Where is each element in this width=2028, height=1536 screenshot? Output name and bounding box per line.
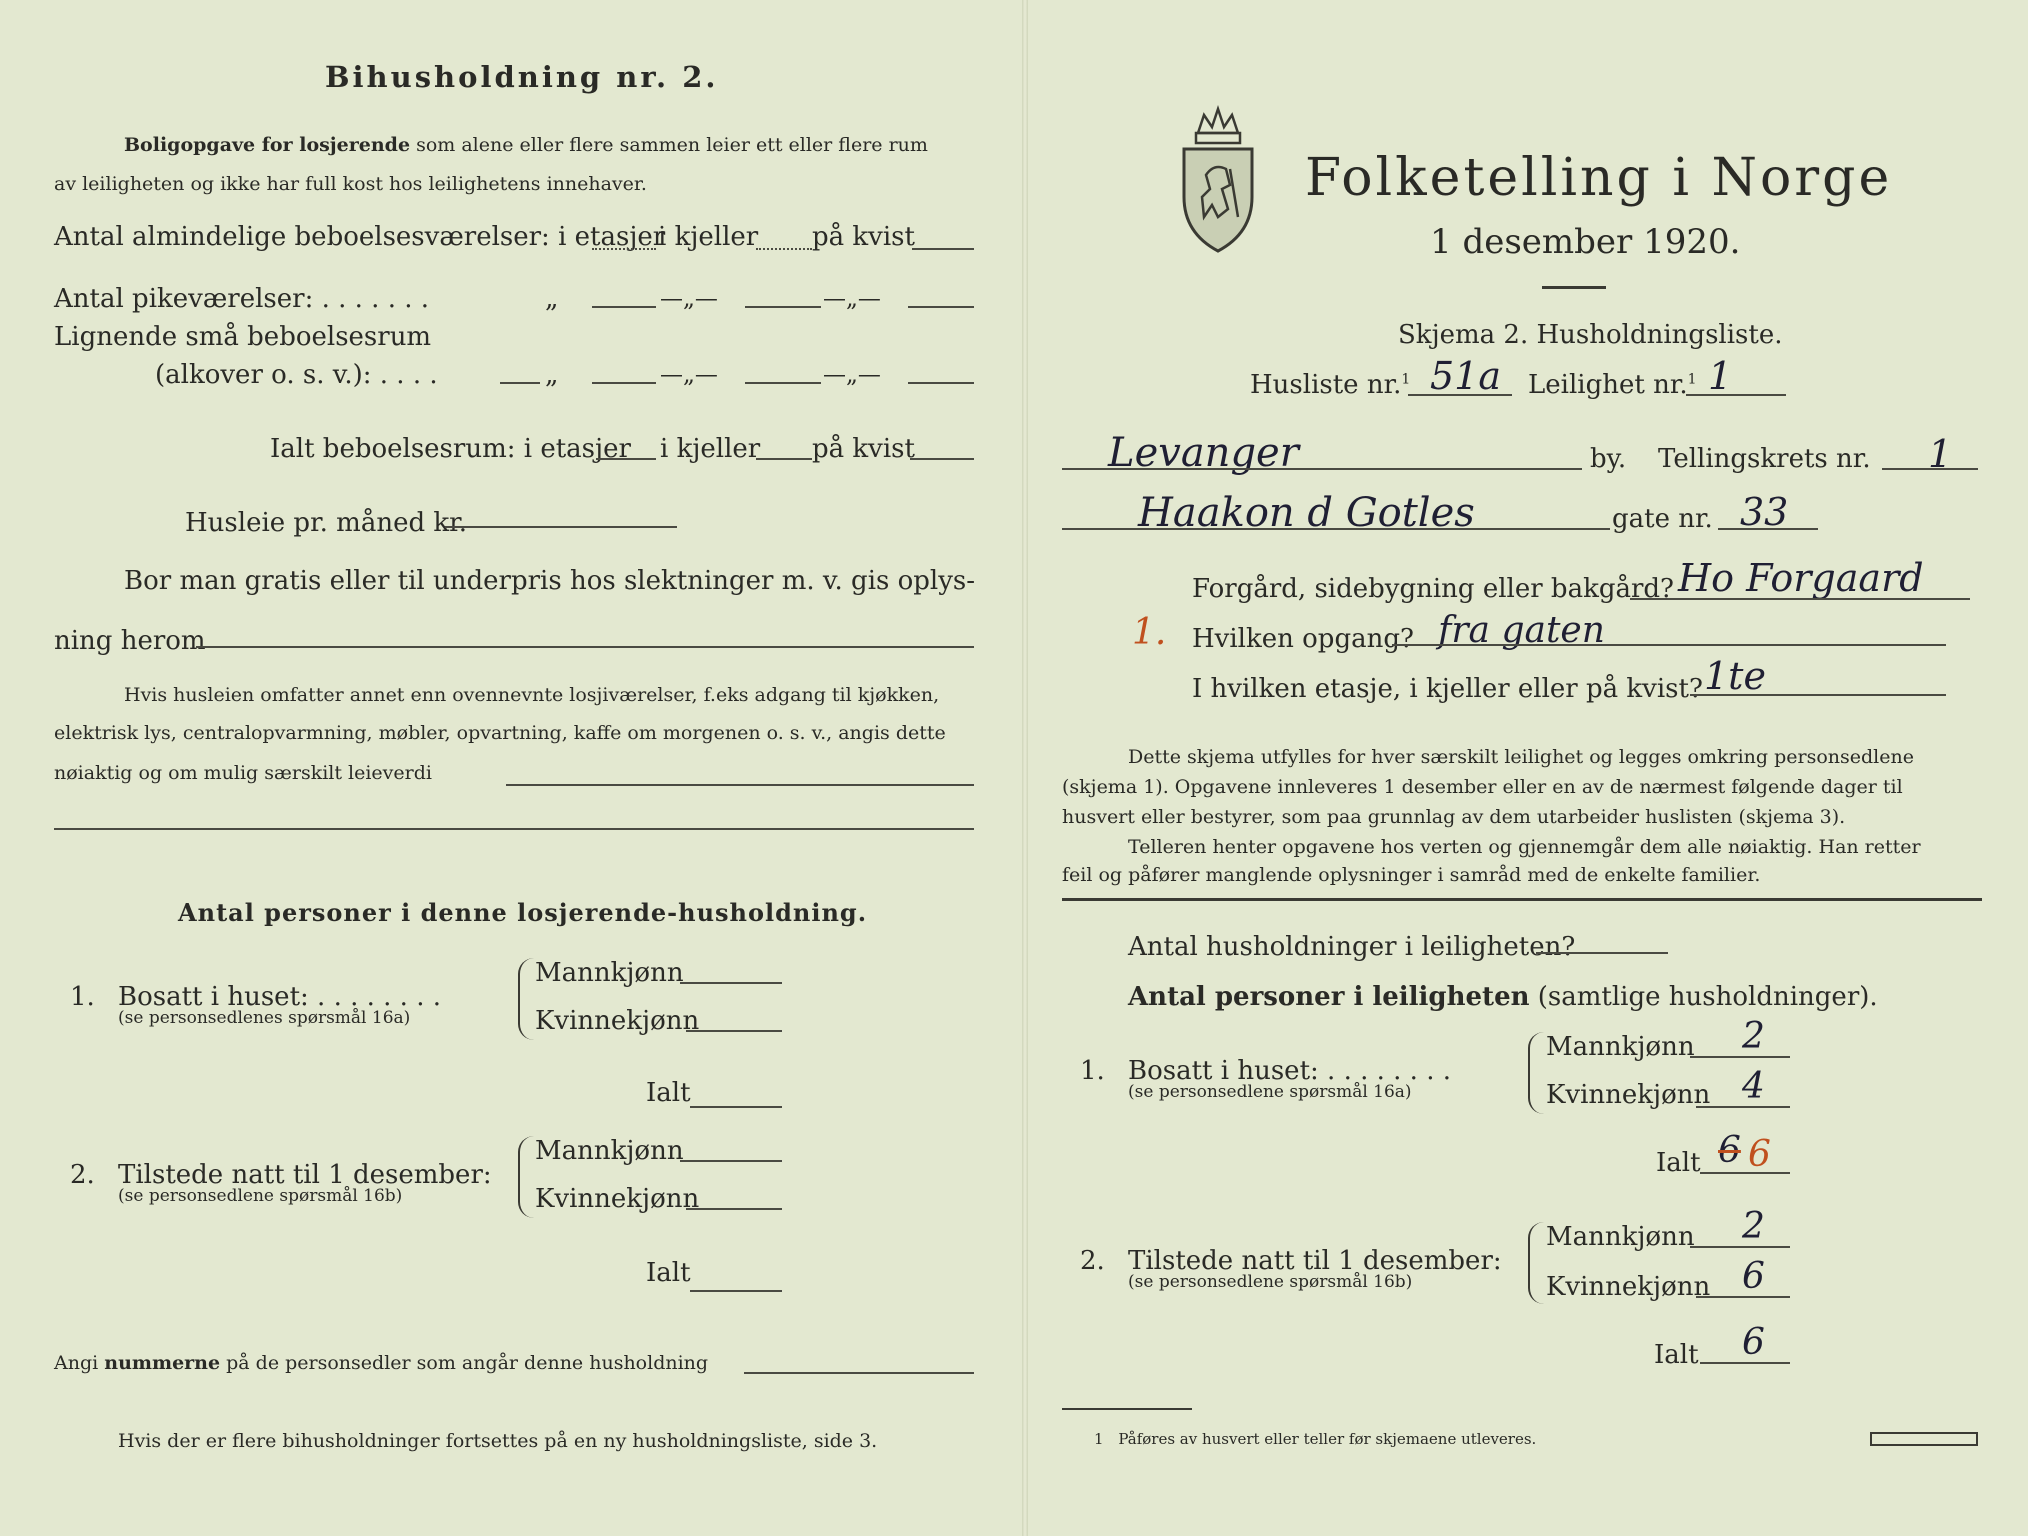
- q1-ialt-field[interactable]: [690, 1106, 782, 1108]
- kvist-label: på kvist: [812, 222, 915, 252]
- census-date: 1 desember 1920.: [1430, 222, 1741, 262]
- leieverdi-field-2[interactable]: [54, 828, 974, 830]
- alkover-kvist-field[interactable]: [908, 382, 974, 384]
- q1-number: 1.: [1080, 1056, 1105, 1086]
- footnote-text: Påføres av husvert eller teller før skjemaene utleveres.: [1118, 1430, 1537, 1448]
- kvinne-label: Kvinnekjønn: [1546, 1080, 1711, 1110]
- opgang-value: fra gaten: [1438, 610, 1605, 651]
- persons-heading: [1128, 982, 1878, 1012]
- leilighet-text: Leilighet nr.: [1528, 370, 1688, 400]
- q2-number: 2.: [1080, 1246, 1105, 1276]
- alkover-pre-field[interactable]: [500, 382, 540, 384]
- husleie-label: Husleie pr. måned kr.: [185, 508, 467, 538]
- by-label: by.: [1590, 444, 1627, 474]
- page-fold: [1022, 0, 1028, 1536]
- folketelling-title: Folketelling i Norge: [1305, 148, 1893, 208]
- husleie-field[interactable]: [445, 526, 677, 528]
- kvinne-label: Kvinnekjønn: [535, 1184, 700, 1214]
- ialt-beboelsesrum-label: Ialt beboelsesrum: i etasjer: [270, 434, 631, 464]
- q2-kvinne-value: 6: [1742, 1256, 1765, 1297]
- angi-bold: nummerne: [104, 1352, 221, 1374]
- persons-title: Antal personer i denne losjerende-husholdning.: [178, 898, 868, 927]
- gate-field[interactable]: [1718, 528, 1818, 530]
- q2-label: Tilstede natt til 1 desember:: [118, 1160, 492, 1190]
- footnote-ref: 1: [1687, 371, 1697, 388]
- alkover-label: (alkover o. s. v.): . . . .: [155, 360, 438, 390]
- leilighet-value: 1: [1708, 354, 1733, 398]
- intro-line-1: [124, 134, 928, 156]
- ialt-kvist-field[interactable]: [910, 458, 974, 460]
- alkover-etasjer-field[interactable]: [592, 382, 656, 384]
- pike-kjeller-field[interactable]: [745, 306, 821, 308]
- q1-label: Bosatt i huset: . . . . . . . .: [1128, 1056, 1452, 1086]
- leilighet-field[interactable]: [1686, 394, 1786, 396]
- etasje-label: I hvilken etasje, i kjeller eller på kvist?: [1192, 674, 1703, 704]
- note-line-1: Hvis husleien omfatter annet enn ovennevnte losjiværelser, f.eks adgang til kjøkken,: [124, 684, 940, 706]
- kjeller-label: i kjeller: [658, 222, 759, 252]
- street-value: Haakon d Gotles: [1138, 490, 1475, 536]
- kvinne-label: Kvinnekjønn: [1546, 1272, 1711, 1302]
- gate-value: 33: [1740, 490, 1789, 534]
- footnote-number: 1: [1094, 1430, 1104, 1448]
- persons-bold: Antal personer i leiligheten: [1128, 982, 1530, 1012]
- intro-rest: som alene eller flere sammen leier ett eller flere rum: [416, 134, 928, 156]
- q1-ialt-corrected-value: 6: [1748, 1134, 1771, 1175]
- husholdninger-field[interactable]: [1536, 952, 1668, 954]
- ditto-dash: —„—: [823, 286, 881, 312]
- q2-kvinne-field[interactable]: [686, 1208, 782, 1210]
- q1-mann-value: 2: [1742, 1016, 1765, 1057]
- norway-coat-of-arms-icon: [1178, 105, 1258, 255]
- footer-note: Hvis der er flere bihusholdninger fortsettes på en ny husholdningsliste, side 3.: [118, 1430, 878, 1452]
- husliste-text: Husliste nr.: [1250, 370, 1402, 400]
- instruction-line-5: feil og påfører manglende oplysninger i samråd med de enkelte familier.: [1062, 864, 1761, 886]
- q2-kvinne-field[interactable]: [1696, 1296, 1790, 1298]
- husliste-value: 51a: [1430, 354, 1502, 398]
- ialt-label: Ialt: [1656, 1148, 1701, 1178]
- q1-label: Bosatt i huset: . . . . . . . .: [118, 982, 442, 1012]
- q1-brace: [518, 958, 534, 1040]
- ditto-mark: „: [545, 360, 559, 390]
- mann-label: Mannkjønn: [1546, 1222, 1695, 1252]
- q1-kvinne-value: 4: [1742, 1066, 1765, 1107]
- q1-kvinne-field[interactable]: [1696, 1106, 1790, 1108]
- instruction-line-3: husvert eller bestyrer, som paa grunnlag av dem utarbeider huslisten (skjema 3).: [1062, 806, 1846, 828]
- ditto-dash: —„—: [660, 362, 718, 388]
- instruction-line-2: (skjema 1). Opgavene innleveres 1 desember eller en av de nærmest følgende dager til: [1062, 776, 1903, 798]
- q1-sub: (se personsedlenes spørsmål 16a): [118, 1008, 411, 1028]
- q1-mann-field[interactable]: [680, 982, 782, 984]
- q2-ialt-value: 6: [1742, 1322, 1765, 1363]
- ialt-label: Ialt: [1654, 1340, 1699, 1370]
- footnote-rule: [1062, 1408, 1192, 1410]
- city-value: Levanger: [1108, 430, 1299, 476]
- ditto-dash: —„—: [823, 362, 881, 388]
- q1-kvinne-field[interactable]: [686, 1030, 782, 1032]
- forgard-value: Ho Forgaard: [1678, 556, 1924, 600]
- q2-mann-field[interactable]: [1690, 1246, 1790, 1248]
- note-line-3: nøiaktig og om mulig særskilt leieverdi: [54, 762, 432, 784]
- q2-label: Tilstede natt til 1 desember:: [1128, 1246, 1502, 1276]
- opgang-mark: 1.: [1132, 612, 1167, 653]
- almindelige-label: Antal almindelige beboelsesværelser: i etasjer: [54, 222, 666, 252]
- gratis-line-1: Bor man gratis eller til underpris hos slektninger m. v. gis oplys-: [124, 566, 976, 596]
- forgard-field[interactable]: [1630, 598, 1970, 600]
- pike-kvist-field[interactable]: [908, 306, 974, 308]
- intro-bold: Boligopgave for losjerende: [124, 134, 411, 156]
- lignende-label: Lignende små beboelsesrum: [54, 322, 432, 352]
- q2-sub: (se personsedlene spørsmål 16b): [1128, 1272, 1413, 1292]
- gratis-line-2: ning herom: [54, 626, 206, 656]
- q1-ialt-struck-value: 6: [1718, 1130, 1741, 1171]
- q1-brace: [1528, 1032, 1544, 1114]
- husliste-label: [1250, 370, 1410, 400]
- mann-label: Mannkjønn: [535, 958, 684, 988]
- footnote: [1094, 1430, 1536, 1448]
- q2-mann-field[interactable]: [680, 1160, 782, 1162]
- angi-line: [54, 1352, 708, 1374]
- mann-label: Mannkjønn: [535, 1136, 684, 1166]
- krets-label: Tellingskrets nr.: [1658, 444, 1871, 474]
- instruction-line-1: Dette skjema utfylles for hver særskilt leilighet og legges omkring personsedlene: [1128, 746, 1914, 768]
- etasjer-field[interactable]: [592, 248, 656, 250]
- krets-field[interactable]: [1882, 468, 1978, 470]
- kvist-label: på kvist: [812, 434, 915, 464]
- footnote-ref: 1: [1401, 371, 1411, 388]
- q2-sub: (se personsedlene spørsmål 16b): [118, 1186, 403, 1206]
- alkover-kjeller-field[interactable]: [745, 382, 821, 384]
- persons-rest: (samtlige husholdninger).: [1537, 982, 1878, 1012]
- kjeller-field[interactable]: [756, 248, 812, 250]
- pikevaerelser-label: Antal pikeværelser: . . . . . . .: [54, 284, 430, 314]
- q2-number: 2.: [70, 1160, 95, 1190]
- forgard-label: Forgård, sidebygning eller bakgård?: [1192, 574, 1674, 604]
- etasje-value: 1te: [1704, 654, 1766, 698]
- krets-value: 1: [1928, 432, 1953, 476]
- gratis-field[interactable]: [196, 646, 974, 648]
- q1-number: 1.: [70, 982, 95, 1012]
- gate-label: gate nr.: [1612, 504, 1713, 534]
- section-rule: [1062, 898, 1982, 901]
- husliste-field[interactable]: [1408, 394, 1512, 396]
- city-field[interactable]: [1062, 468, 1582, 470]
- kvist-field[interactable]: [912, 248, 974, 250]
- q1-sub: (se personsedlene spørsmål 16a): [1128, 1082, 1412, 1102]
- schema-label: Skjema 2. Husholdningsliste.: [1398, 320, 1783, 350]
- bihusholdning-title: Bihusholdning nr. 2.: [325, 60, 719, 94]
- kvinne-label: Kvinnekjønn: [535, 1006, 700, 1036]
- angi-field[interactable]: [744, 1372, 974, 1374]
- q1-mann-field[interactable]: [1690, 1056, 1790, 1058]
- ditto-dash: —„—: [660, 286, 718, 312]
- etasje-field[interactable]: [1690, 694, 1946, 696]
- ialt-label: Ialt: [646, 1258, 691, 1288]
- leilighet-label: [1528, 370, 1697, 400]
- q2-ialt-field[interactable]: [1700, 1362, 1790, 1364]
- leieverdi-field[interactable]: [506, 784, 974, 786]
- angi-a: Angi: [54, 1352, 99, 1374]
- mann-label: Mannkjønn: [1546, 1032, 1695, 1062]
- pike-etasjer-field[interactable]: [592, 306, 656, 308]
- note-line-2: elektrisk lys, centralopvarmning, møbler, opvartning, kaffe om morgenen o. s. v., angis dette: [54, 722, 946, 744]
- ialt-label: Ialt: [646, 1078, 691, 1108]
- instruction-line-4: Telleren henter opgavene hos verten og gjennemgår dem alle nøiaktig. Han retter: [1128, 836, 1921, 858]
- husholdninger-label: Antal husholdninger i leiligheten?: [1128, 932, 1576, 962]
- opgang-label: Hvilken opgang?: [1192, 624, 1414, 654]
- kjeller-label: i kjeller: [660, 434, 761, 464]
- angi-b: på de personsedler som angår denne husholdning: [226, 1352, 709, 1374]
- intro-line-2: av leiligheten og ikke har full kost hos leilighetens innehaver.: [54, 173, 647, 195]
- ditto-mark: „: [545, 284, 559, 314]
- title-rule: [1542, 286, 1606, 289]
- opgang-field[interactable]: [1392, 644, 1946, 646]
- ialt-etasjer-field[interactable]: [596, 458, 656, 460]
- street-field[interactable]: [1062, 528, 1610, 530]
- q2-mann-value: 2: [1742, 1206, 1765, 1247]
- ialt-kjeller-field[interactable]: [756, 458, 812, 460]
- q2-brace: [518, 1136, 534, 1218]
- q1-ialt-field[interactable]: [1700, 1172, 1790, 1174]
- q2-brace: [1528, 1222, 1544, 1304]
- printer-mark: [1870, 1432, 1978, 1446]
- q2-ialt-field[interactable]: [690, 1290, 782, 1292]
